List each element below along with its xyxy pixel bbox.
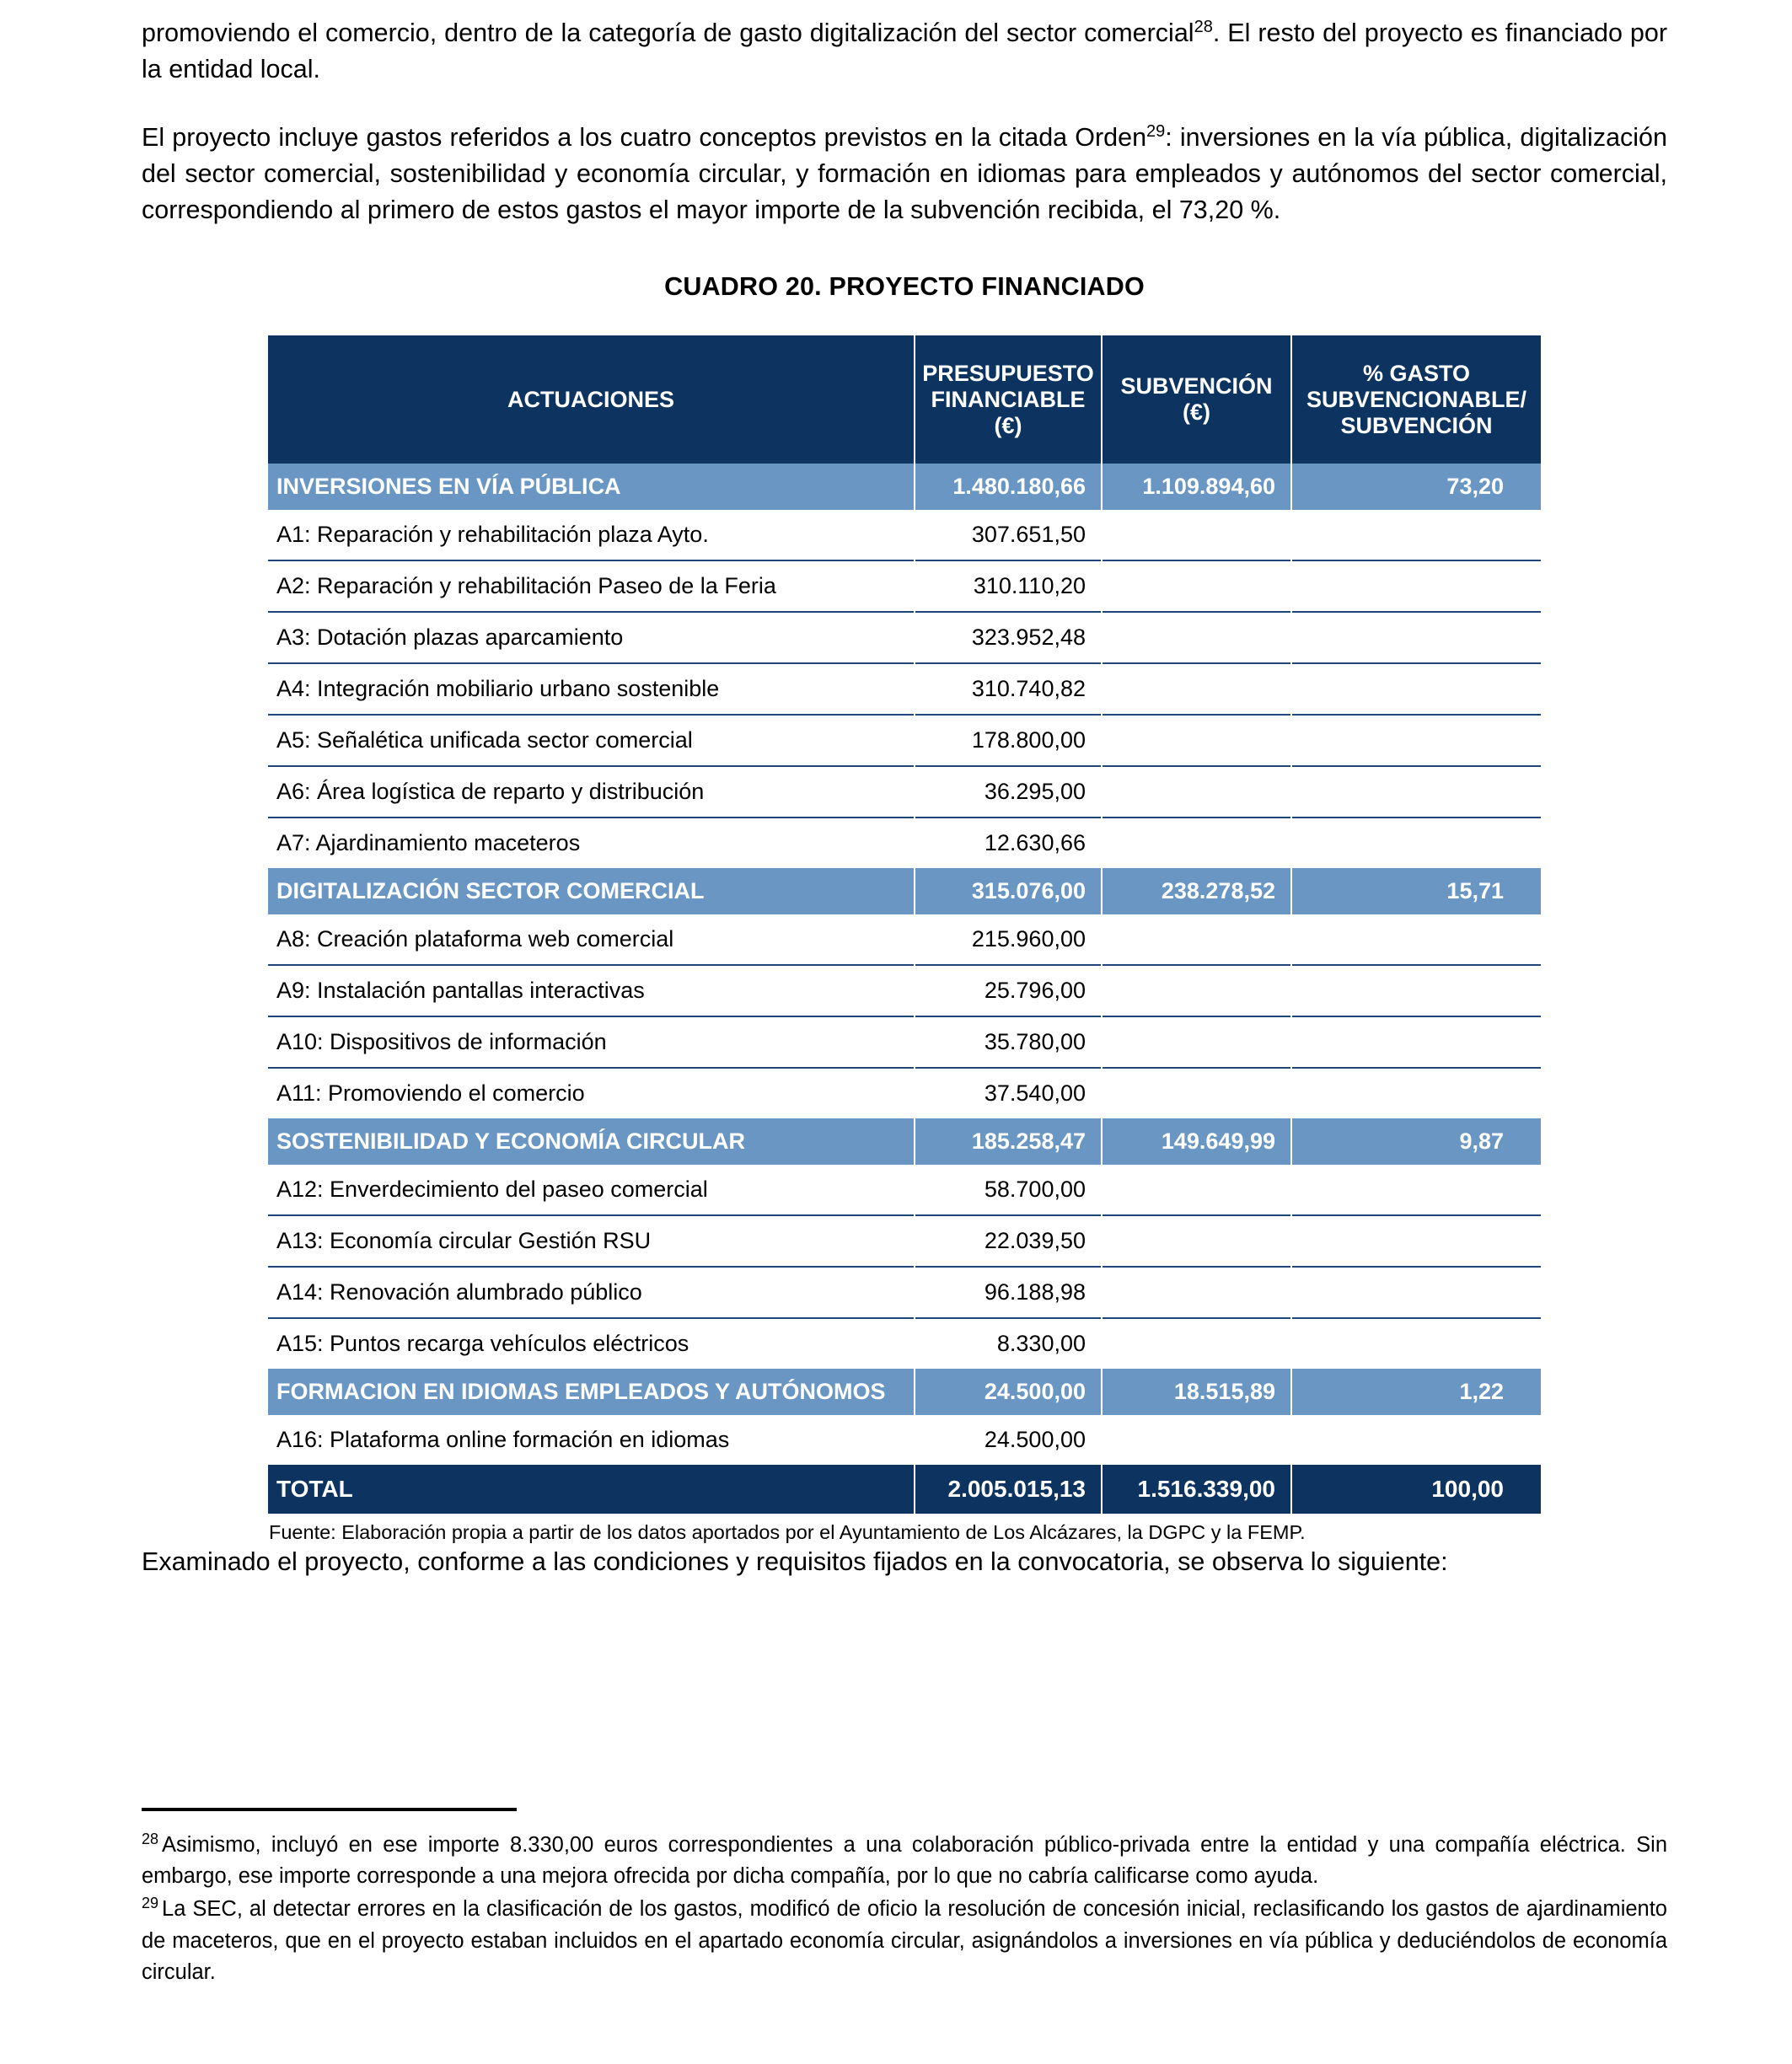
table-row xyxy=(268,612,1541,663)
item-subvencion xyxy=(1102,715,1291,766)
footnote-marker-29: 29 xyxy=(142,1894,159,1911)
group-porcentaje: 73,20 xyxy=(1291,464,1541,510)
total-label: TOTAL xyxy=(268,1465,915,1514)
item-presupuesto: 323.952,48 xyxy=(915,612,1102,663)
table-row xyxy=(268,715,1541,766)
table-row xyxy=(268,1267,1541,1318)
group-porcentaje: 9,87 xyxy=(1291,1118,1541,1165)
proyecto-financiado-table xyxy=(268,335,1541,1514)
item-presupuesto: 96.188,98 xyxy=(915,1267,1102,1318)
item-label: A2: Reparación y rehabilitación Paseo de la Feria xyxy=(268,560,915,612)
item-presupuesto: 215.960,00 xyxy=(915,914,1102,965)
column-header-subvencion xyxy=(1102,335,1291,464)
item-subvencion xyxy=(1102,1068,1291,1118)
item-porcentaje xyxy=(1291,1215,1541,1267)
table-row xyxy=(268,1068,1541,1118)
footnote-29 xyxy=(142,1894,1667,1988)
group-presupuesto: 24.500,00 xyxy=(915,1369,1102,1415)
footnote-list xyxy=(142,1830,1667,1988)
group-presupuesto: 1.480.180,66 xyxy=(915,464,1102,510)
group-porcentaje: 15,71 xyxy=(1291,868,1541,914)
table-row xyxy=(268,818,1541,868)
item-porcentaje xyxy=(1291,914,1541,965)
subvencion-line-1: SUBVENCIÓN xyxy=(1120,373,1273,399)
footnote-28 xyxy=(142,1830,1667,1892)
item-presupuesto: 58.700,00 xyxy=(915,1165,1102,1215)
group-label: INVERSIONES EN VÍA PÚBLICA xyxy=(268,464,915,510)
item-presupuesto: 25.796,00 xyxy=(915,965,1102,1016)
item-label: A15: Puntos recarga vehículos eléctricos xyxy=(268,1318,915,1369)
paragraph-2: El proyecto incluye gastos referidos a los cuatro conceptos previstos en la citada Orden$^{29}$: inversiones en la vía pública, digitalización del sector comercial, sostenibilidad y economía circular, y formación en idiomas para empleados y autónomos del sector comercial, correspondiendo al primero de estos gastos el mayor importe de la subvención recibida, el 73,20 %. xyxy=(142,121,1667,225)
item-subvencion xyxy=(1102,914,1291,965)
presupuesto-line-1: PRESUPUESTO xyxy=(922,360,1094,386)
item-subvencion xyxy=(1102,663,1291,715)
item-porcentaje xyxy=(1291,965,1541,1016)
intro-paragraphs xyxy=(142,15,1667,228)
item-porcentaje xyxy=(1291,1016,1541,1068)
table-title: CUADRO 20. PROYECTO FINANCIADO xyxy=(664,272,1145,302)
item-label: A13: Economía circular Gestión RSU xyxy=(268,1215,915,1267)
table-row xyxy=(268,560,1541,612)
item-label: A9: Instalación pantallas interactivas xyxy=(268,965,915,1016)
item-porcentaje xyxy=(1291,715,1541,766)
item-presupuesto: 37.540,00 xyxy=(915,1068,1102,1118)
item-label: A6: Área logística de reparto y distribución xyxy=(268,766,915,818)
table-group-row xyxy=(268,1369,1541,1415)
item-subvencion xyxy=(1102,560,1291,612)
item-porcentaje xyxy=(1291,663,1541,715)
item-presupuesto: 22.039,50 xyxy=(915,1215,1102,1267)
table-row xyxy=(268,1318,1541,1369)
total-presupuesto: 2.005.015,13 xyxy=(915,1465,1102,1514)
item-label: A3: Dotación plazas aparcamiento xyxy=(268,612,915,663)
porcentaje-line-1: % GASTO xyxy=(1362,360,1471,386)
table-row xyxy=(268,766,1541,818)
paragraph-after-table: Examinado el proyecto, conforme a las condiciones y requisitos fijados en la convocatoria, se observa lo siguiente: xyxy=(142,1547,1448,1577)
table-group-row xyxy=(268,868,1541,914)
table-total-row xyxy=(268,1465,1541,1514)
column-header-actuaciones xyxy=(268,335,915,464)
item-porcentaje xyxy=(1291,560,1541,612)
total-porcentaje: 100,00 xyxy=(1291,1465,1541,1514)
item-label: A11: Promoviendo el comercio xyxy=(268,1068,915,1118)
group-label: DIGITALIZACIÓN SECTOR COMERCIAL xyxy=(268,868,915,914)
group-subvencion: 1.109.894,60 xyxy=(1102,464,1291,510)
item-label: A12: Enverdecimiento del paseo comercial xyxy=(268,1165,915,1215)
item-porcentaje xyxy=(1291,510,1541,560)
footnotes-area xyxy=(142,1808,1667,1988)
column-header-porcentaje xyxy=(1291,335,1541,464)
table-body xyxy=(268,464,1541,1514)
item-label: A7: Ajardinamiento maceteros xyxy=(268,818,915,868)
subvencion-line-2: (€) xyxy=(1183,399,1210,426)
column-header-actuaciones-label: ACTUACIONES xyxy=(507,386,674,412)
item-label: A8: Creación plataforma web comercial xyxy=(268,914,915,965)
cuadro-20-block xyxy=(142,272,1667,1544)
footnote-reference-28[interactable]: 28 xyxy=(1194,17,1213,36)
item-subvencion xyxy=(1102,1318,1291,1369)
footnote-separator-rule xyxy=(142,1808,517,1811)
item-porcentaje xyxy=(1291,1068,1541,1118)
footnote-reference-29[interactable]: 29 xyxy=(1146,121,1166,141)
item-label: A1: Reparación y rehabilitación plaza Ayto. xyxy=(268,510,915,560)
presupuesto-line-3: (€) xyxy=(994,413,1022,439)
item-presupuesto: 310.110,20 xyxy=(915,560,1102,612)
table-header-row xyxy=(268,335,1541,464)
group-porcentaje: 1,22 xyxy=(1291,1369,1541,1415)
item-subvencion xyxy=(1102,1016,1291,1068)
porcentaje-line-3: SUBVENCIÓN xyxy=(1340,413,1493,439)
group-subvencion: 238.278,52 xyxy=(1102,868,1291,914)
table-row xyxy=(268,663,1541,715)
group-subvencion: 18.515,89 xyxy=(1102,1369,1291,1415)
item-porcentaje xyxy=(1291,1318,1541,1369)
total-subvencion: 1.516.339,00 xyxy=(1102,1465,1291,1514)
footnote-text: Asimismo, incluyó en ese importe 8.330,00 euros correspondientes a una colaboración público-privada entre la entidad y una compañía eléctrica. Sin embargo, ese importe corresponde a una mejora ofrecida por dicha compañía, por lo que no cabría calificarse como ayuda. xyxy=(142,1833,1667,1889)
item-subvencion xyxy=(1102,510,1291,560)
item-label: A5: Señalética unificada sector comercial xyxy=(268,715,915,766)
item-presupuesto: 178.800,00 xyxy=(915,715,1102,766)
item-presupuesto: 35.780,00 xyxy=(915,1016,1102,1068)
item-label: A10: Dispositivos de información xyxy=(268,1016,915,1068)
item-presupuesto: 8.330,00 xyxy=(915,1318,1102,1369)
table-row xyxy=(268,1165,1541,1215)
item-porcentaje xyxy=(1291,818,1541,868)
item-subvencion xyxy=(1102,965,1291,1016)
item-subvencion xyxy=(1102,1415,1291,1465)
item-subvencion xyxy=(1102,818,1291,868)
table-source-note: Fuente: Elaboración propia a partir de los datos aportados por el Ayuntamiento de Los Alcázares, la DGPC y la FEMP. xyxy=(269,1521,1306,1544)
porcentaje-line-2: SUBVENCIONABLE/ xyxy=(1306,386,1527,412)
table-row xyxy=(268,1415,1541,1465)
table-row xyxy=(268,1215,1541,1267)
item-presupuesto: 12.630,66 xyxy=(915,818,1102,868)
group-subvencion: 149.649,99 xyxy=(1102,1118,1291,1165)
item-porcentaje xyxy=(1291,612,1541,663)
table-group-row xyxy=(268,1118,1541,1165)
item-porcentaje xyxy=(1291,1267,1541,1318)
item-subvencion xyxy=(1102,1165,1291,1215)
item-porcentaje xyxy=(1291,1165,1541,1215)
column-header-presupuesto xyxy=(915,335,1102,464)
item-presupuesto: 310.740,82 xyxy=(915,663,1102,715)
table-row xyxy=(268,965,1541,1016)
table-group-row xyxy=(268,464,1541,510)
item-label: A14: Renovación alumbrado público xyxy=(268,1267,915,1318)
item-presupuesto: 307.651,50 xyxy=(915,510,1102,560)
footnote-marker-28: 28 xyxy=(142,1830,159,1847)
group-label: SOSTENIBILIDAD Y ECONOMÍA CIRCULAR xyxy=(268,1118,915,1165)
group-label: FORMACION EN IDIOMAS EMPLEADOS Y AUTÓNOMOS xyxy=(268,1369,915,1415)
item-subvencion xyxy=(1102,766,1291,818)
presupuesto-line-2: FINANCIABLE xyxy=(931,386,1086,412)
item-porcentaje xyxy=(1291,766,1541,818)
table-head xyxy=(268,335,1541,464)
item-subvencion xyxy=(1102,1215,1291,1267)
footnote-text: La SEC, al detectar errores en la clasificación de los gastos, modificó de oficio la resolución de concesión inicial, reclasificando los gastos de ajardinamiento de maceteros, que en el proyecto estaban incluidos en el apartado economía circular, asignándolos a inversiones en vía pública y deduciéndolos de economía circular. xyxy=(142,1897,1667,1984)
group-presupuesto: 185.258,47 xyxy=(915,1118,1102,1165)
table-row xyxy=(268,914,1541,965)
table-row xyxy=(268,510,1541,560)
item-subvencion xyxy=(1102,1267,1291,1318)
item-label: A4: Integración mobiliario urbano sostenible xyxy=(268,663,915,715)
item-porcentaje xyxy=(1291,1415,1541,1465)
item-presupuesto: 36.295,00 xyxy=(915,766,1102,818)
item-label: A16: Plataforma online formación en idiomas xyxy=(268,1415,915,1465)
group-presupuesto: 315.076,00 xyxy=(915,868,1102,914)
item-presupuesto: 24.500,00 xyxy=(915,1415,1102,1465)
item-subvencion xyxy=(1102,612,1291,663)
paragraph-1: promoviendo el comercio, dentro de la categoría de gasto digitalización del sector comercial$^{28}$. El resto del proyecto es financiado por la entidad local. xyxy=(142,17,1667,84)
table-row xyxy=(268,1016,1541,1068)
